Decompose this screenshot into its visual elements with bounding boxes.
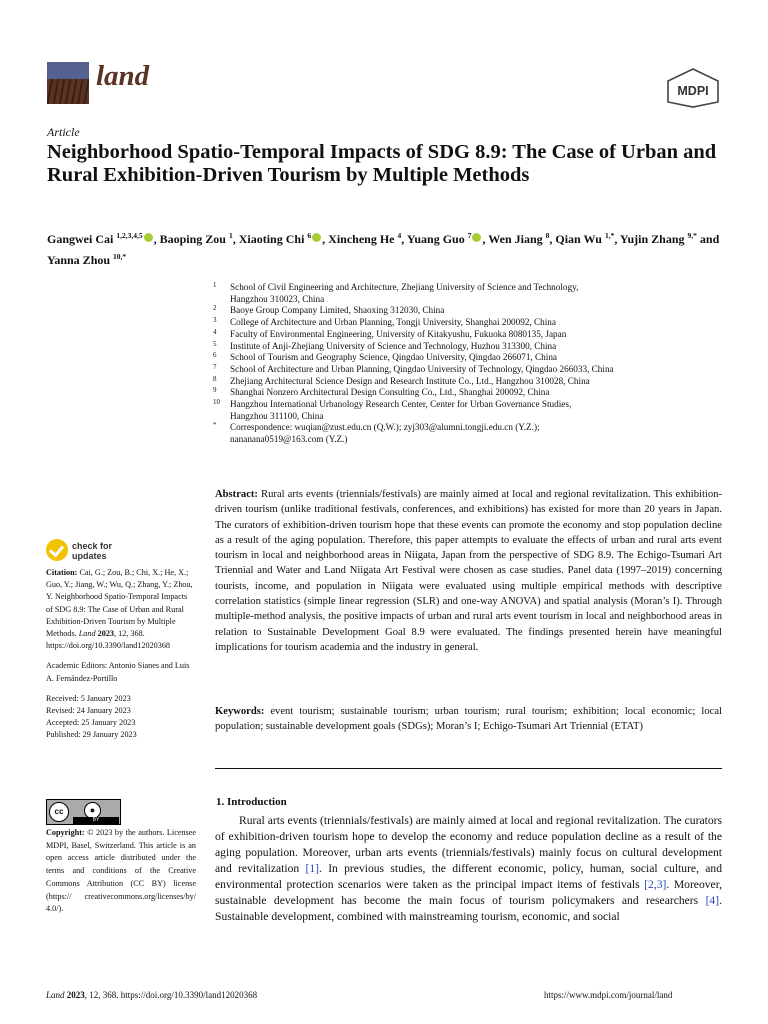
- affiliation-text: Baoye Group Company Limited, Shaoxing 312030, China: [230, 305, 445, 316]
- affiliation-item: [213, 399, 723, 422]
- abstract-label: Abstract:: [215, 489, 258, 500]
- author-affiliation-marker: 1,2,3,4,5: [116, 231, 143, 240]
- affiliation-number: 7: [213, 362, 217, 371]
- affiliation-item: [213, 341, 723, 353]
- citation-link[interactable]: [1]: [305, 862, 320, 875]
- author-affiliation-marker: 8: [545, 231, 550, 240]
- affiliation-number: 10: [213, 398, 220, 407]
- orcid-icon[interactable]: [472, 233, 481, 242]
- footer-url[interactable]: https://www.mdpi.com/journal/land: [544, 990, 673, 1000]
- author-affiliation-marker: 7: [467, 231, 472, 240]
- journal-logo: [47, 62, 89, 104]
- citation-year: 2023: [97, 629, 115, 639]
- check-updates-icon[interactable]: [46, 539, 68, 561]
- author: [620, 232, 697, 246]
- affiliation-item: [213, 305, 723, 317]
- affiliation-item: [213, 387, 723, 399]
- intro-text-2: . In previous studies, the different economic, policy, human, social culture, and environmental protection scenarios were taken as the principal impact items of festivals: [215, 862, 723, 891]
- intro-text-3: . Moreover, sustainable development has become the main focus of tourism policymakers and researchers: [215, 878, 722, 907]
- author: [488, 232, 549, 246]
- affiliation-text: Hangzhou 310023, China: [230, 293, 325, 304]
- copyright-text: © 2023 by the authors. Licensee MDPI, Basel, Switzerland. This article is an open access article distributed under the terms and conditions of the Creative Commons Attribution (CC BY) license (https:// creativecommons.org/licenses/by/ 4.0/).: [46, 828, 197, 914]
- author-name: Xiaoting Chi: [238, 232, 308, 246]
- citation-text: Cai, G.; Zou, B.; Chi, X.; He, X.; Guo, Y.; Jiang, W.; Wu, Q.; Zhang, Y.; Zhou, Y. Neighborhood Spatio-Temporal Impacts of SDG 8.9: The Case of Urban and Rural Exhibition-Driven Tourism by Multiple Methods.: [46, 568, 193, 639]
- affiliation-text: Shanghai Nonzero Architectural Design Consulting Co., Ltd., Shanghai 200092, China: [230, 387, 550, 398]
- author: [160, 232, 233, 246]
- author-name: Yuang Guo: [406, 232, 468, 246]
- keywords-label: Keywords:: [215, 706, 265, 717]
- check-updates-line1: check for: [72, 541, 113, 551]
- copyright-label: Copyright:: [46, 828, 85, 837]
- affiliation-text: Hangzhou 311100, China: [230, 410, 324, 421]
- keywords: [215, 704, 722, 735]
- affiliation-text: nananana0519@163.com (Y.Z.): [230, 434, 348, 445]
- paper-title: Neighborhood Spatio-Temporal Impacts of SDG 8.9: The Case of Urban and Rural Exhibition-Driven Tourism by Multiple Methods: [47, 141, 717, 186]
- intro-text-4: . Sustainable development, combined with mainstreaming tourism, economic, and social: [215, 894, 722, 923]
- citation-rest[interactable]: , 12, 368. https://doi.org/10.3390/land12020368: [46, 629, 171, 651]
- footer-citation: [46, 990, 257, 1000]
- citation-label: Citation:: [46, 568, 78, 577]
- side-info: [46, 567, 196, 742]
- mdpi-logo: [666, 68, 720, 108]
- author-name: Wen Jiang: [488, 232, 546, 246]
- author-affiliation-marker: 10,*: [113, 252, 127, 261]
- affiliation-item: [213, 352, 723, 364]
- citation-journal: Land: [78, 629, 96, 639]
- affiliation-number: 6: [213, 351, 217, 360]
- author-name: Qian Wu: [555, 232, 605, 246]
- affiliation-text: College of Architecture and Urban Planning, Tongji University, Shanghai 200092, China: [230, 317, 556, 328]
- abstract-text: Rural arts events (triennials/festivals) are mainly aimed at local and regional revitalization. This exhibition-driven tourism (unlike traditional festivals, conferences, and exhibitions) has existed for more than 20 years in Japan. The curators of exhibition-driven tourism hope that these events can promote the economy and stop population decline as a result of the aging population. Therefore, this paper attempts to evaluate the effects of urban and rural arts event tourism in local and neighborhood areas in Niigata, Japan from the perspective of SDG 8.9. The Echigo-Tsumari Art Triennial and Water and Land Niigata Art Festival were chosen as case studies. Panel data (1997–2019) concerning tourists, income, and population in Niigata were evaluated using multiple empirical methods with descriptive correlation statistics (simple linear regression (SLR) and one-way ANOVA) and spatial analysis (Moran’s I). Through multiple-method analysis, the positive impacts of urban and rural arts event tourism in local and neighborhood areas in relation to Sustainable Development Goal 8.9 were evaluated. The findings presented herein have meaningful implications for tourism academia and the industry in general.: [215, 489, 722, 653]
- keywords-text: event tourism; sustainable tourism; urban tourism; rural tourism; exhibition; local economic; local population; sustainable development goals (SDGs); Moran’s I; Echigo-Tsumari Art Triennial (ETAT): [215, 706, 722, 733]
- affiliation-item: [213, 364, 723, 376]
- author: [407, 232, 483, 246]
- intro-text-1: Rural arts events (triennials/festivals) are mainly aimed at local and regional revitalization. The curators of exhibition-driven tourism hope to develop the economy and reduce population decline as a result of the aging population. Moreover, urban arts events (triennials/festivals) mainly focus on cultural development and revitalization: [215, 814, 722, 875]
- section-divider: [215, 768, 722, 769]
- mdpi-logo-text: MDPI: [677, 84, 709, 98]
- cc-icon: cc: [49, 802, 69, 822]
- author: [239, 232, 322, 246]
- intro-heading: 1. Introduction: [216, 796, 287, 808]
- by-label: BY: [73, 817, 119, 824]
- citation-link[interactable]: [2,3]: [644, 878, 667, 891]
- footer-year: 2023: [66, 990, 85, 1000]
- affiliation-item: [213, 329, 723, 341]
- date-received: Received: 5 January 2023: [46, 693, 131, 703]
- affiliation-number: 1: [213, 281, 217, 289]
- affiliation-number: 8: [213, 374, 217, 383]
- intro-paragraph: [215, 813, 722, 925]
- affiliation-number: 2: [213, 304, 217, 313]
- affiliation-number: 4: [213, 327, 217, 336]
- affiliation-text: Institute of Anji-Zhejiang University of Science and Technology, Huzhou 313300, China: [230, 340, 557, 351]
- author: [555, 232, 614, 246]
- affiliation-text: Faculty of Environmental Engineering, University of Kitakyushu, Fukuoka 8080135, Japan: [230, 328, 567, 339]
- author-name: Gangwei Cai: [47, 232, 117, 246]
- affiliation-text: Hangzhou International Urbanology Research Center, Center for Urban Governance Studies,: [230, 399, 572, 410]
- author-affiliation-marker: 6: [307, 231, 312, 240]
- affiliation-item: [213, 376, 723, 388]
- author-name: Yanna Zhou: [47, 253, 114, 267]
- affiliation-item: [213, 422, 723, 445]
- person-icon: ●: [84, 802, 101, 819]
- affiliations: [213, 282, 723, 446]
- abstract: [215, 487, 722, 655]
- author: [328, 232, 401, 246]
- check-updates-line2: updates: [72, 551, 107, 561]
- cc-by-badge[interactable]: [46, 799, 121, 825]
- author: [47, 253, 126, 267]
- author-name: Baoping Zou: [159, 232, 229, 246]
- affiliation-number: 5: [213, 339, 217, 348]
- affiliation-item: [213, 282, 723, 305]
- article-type: Article: [47, 125, 80, 139]
- citation-link[interactable]: [4]: [705, 894, 720, 907]
- academic-editors: Academic Editors: Antonio Sianes and Luis A. Fernández-Portillo: [46, 661, 190, 683]
- orcid-icon[interactable]: [312, 233, 321, 242]
- footer-doi[interactable]: , 12, 368. https://doi.org/10.3390/land12020368: [84, 990, 258, 1000]
- affiliation-text: School of Civil Engineering and Architecture, Zhejiang University of Science and Technology,: [230, 282, 579, 292]
- affiliation-text: School of Tourism and Geography Science, Qingdao University, Qingdao 266071, China: [230, 352, 557, 363]
- affiliation-text: School of Architecture and Urban Planning, Qingdao University of Technology, Qingdao 266033, China: [230, 363, 614, 374]
- author: [47, 232, 154, 246]
- affiliation-text: Zhejiang Architectural Science Design and Research Institute Co., Ltd., Hangzhou 310028, China: [230, 375, 590, 386]
- author-list: Gangwei Cai $^{1,2,3,4,5}$ , Baoping Zou $^1$, Xiaoting Chi $^6$ , Xincheng He $^4$, Yuang Guo $^7$ , Wen Jiang $^8$, Qian Wu $^{1,*}$, Yujin Zhang $^{9,*}$ and Yanna Zhou $^{10,*}$: [47, 231, 720, 267]
- affiliation-item: [213, 317, 723, 329]
- affiliation-number: 3: [213, 316, 217, 325]
- author-name: Yujin Zhang: [619, 232, 688, 246]
- affiliation-number: *: [213, 421, 217, 430]
- author-affiliation-marker: 1,*: [604, 231, 615, 240]
- author-affiliation-marker: 9,*: [687, 231, 697, 240]
- journal-name: land: [96, 60, 150, 92]
- affiliation-number: 9: [213, 386, 217, 395]
- citation: [46, 567, 196, 652]
- copyright-notice: [46, 827, 196, 916]
- affiliation-text: Correspondence: wuqian@zust.edu.cn (Q.W.); zyj303@alumni.tongji.edu.cn (Y.Z.);: [230, 422, 540, 433]
- date-accepted: Accepted: 25 January 2023: [46, 718, 136, 728]
- date-revised: Revised: 24 January 2023: [46, 706, 131, 716]
- author-affiliation-marker: 4: [397, 231, 402, 240]
- date-published: Published: 29 January 2023: [46, 730, 137, 740]
- orcid-icon[interactable]: [144, 233, 153, 242]
- author-name: Xincheng He: [328, 232, 398, 246]
- footer-journal: Land: [46, 990, 65, 1000]
- check-updates-button[interactable]: [72, 541, 112, 561]
- author-affiliation-marker: 1: [228, 231, 233, 240]
